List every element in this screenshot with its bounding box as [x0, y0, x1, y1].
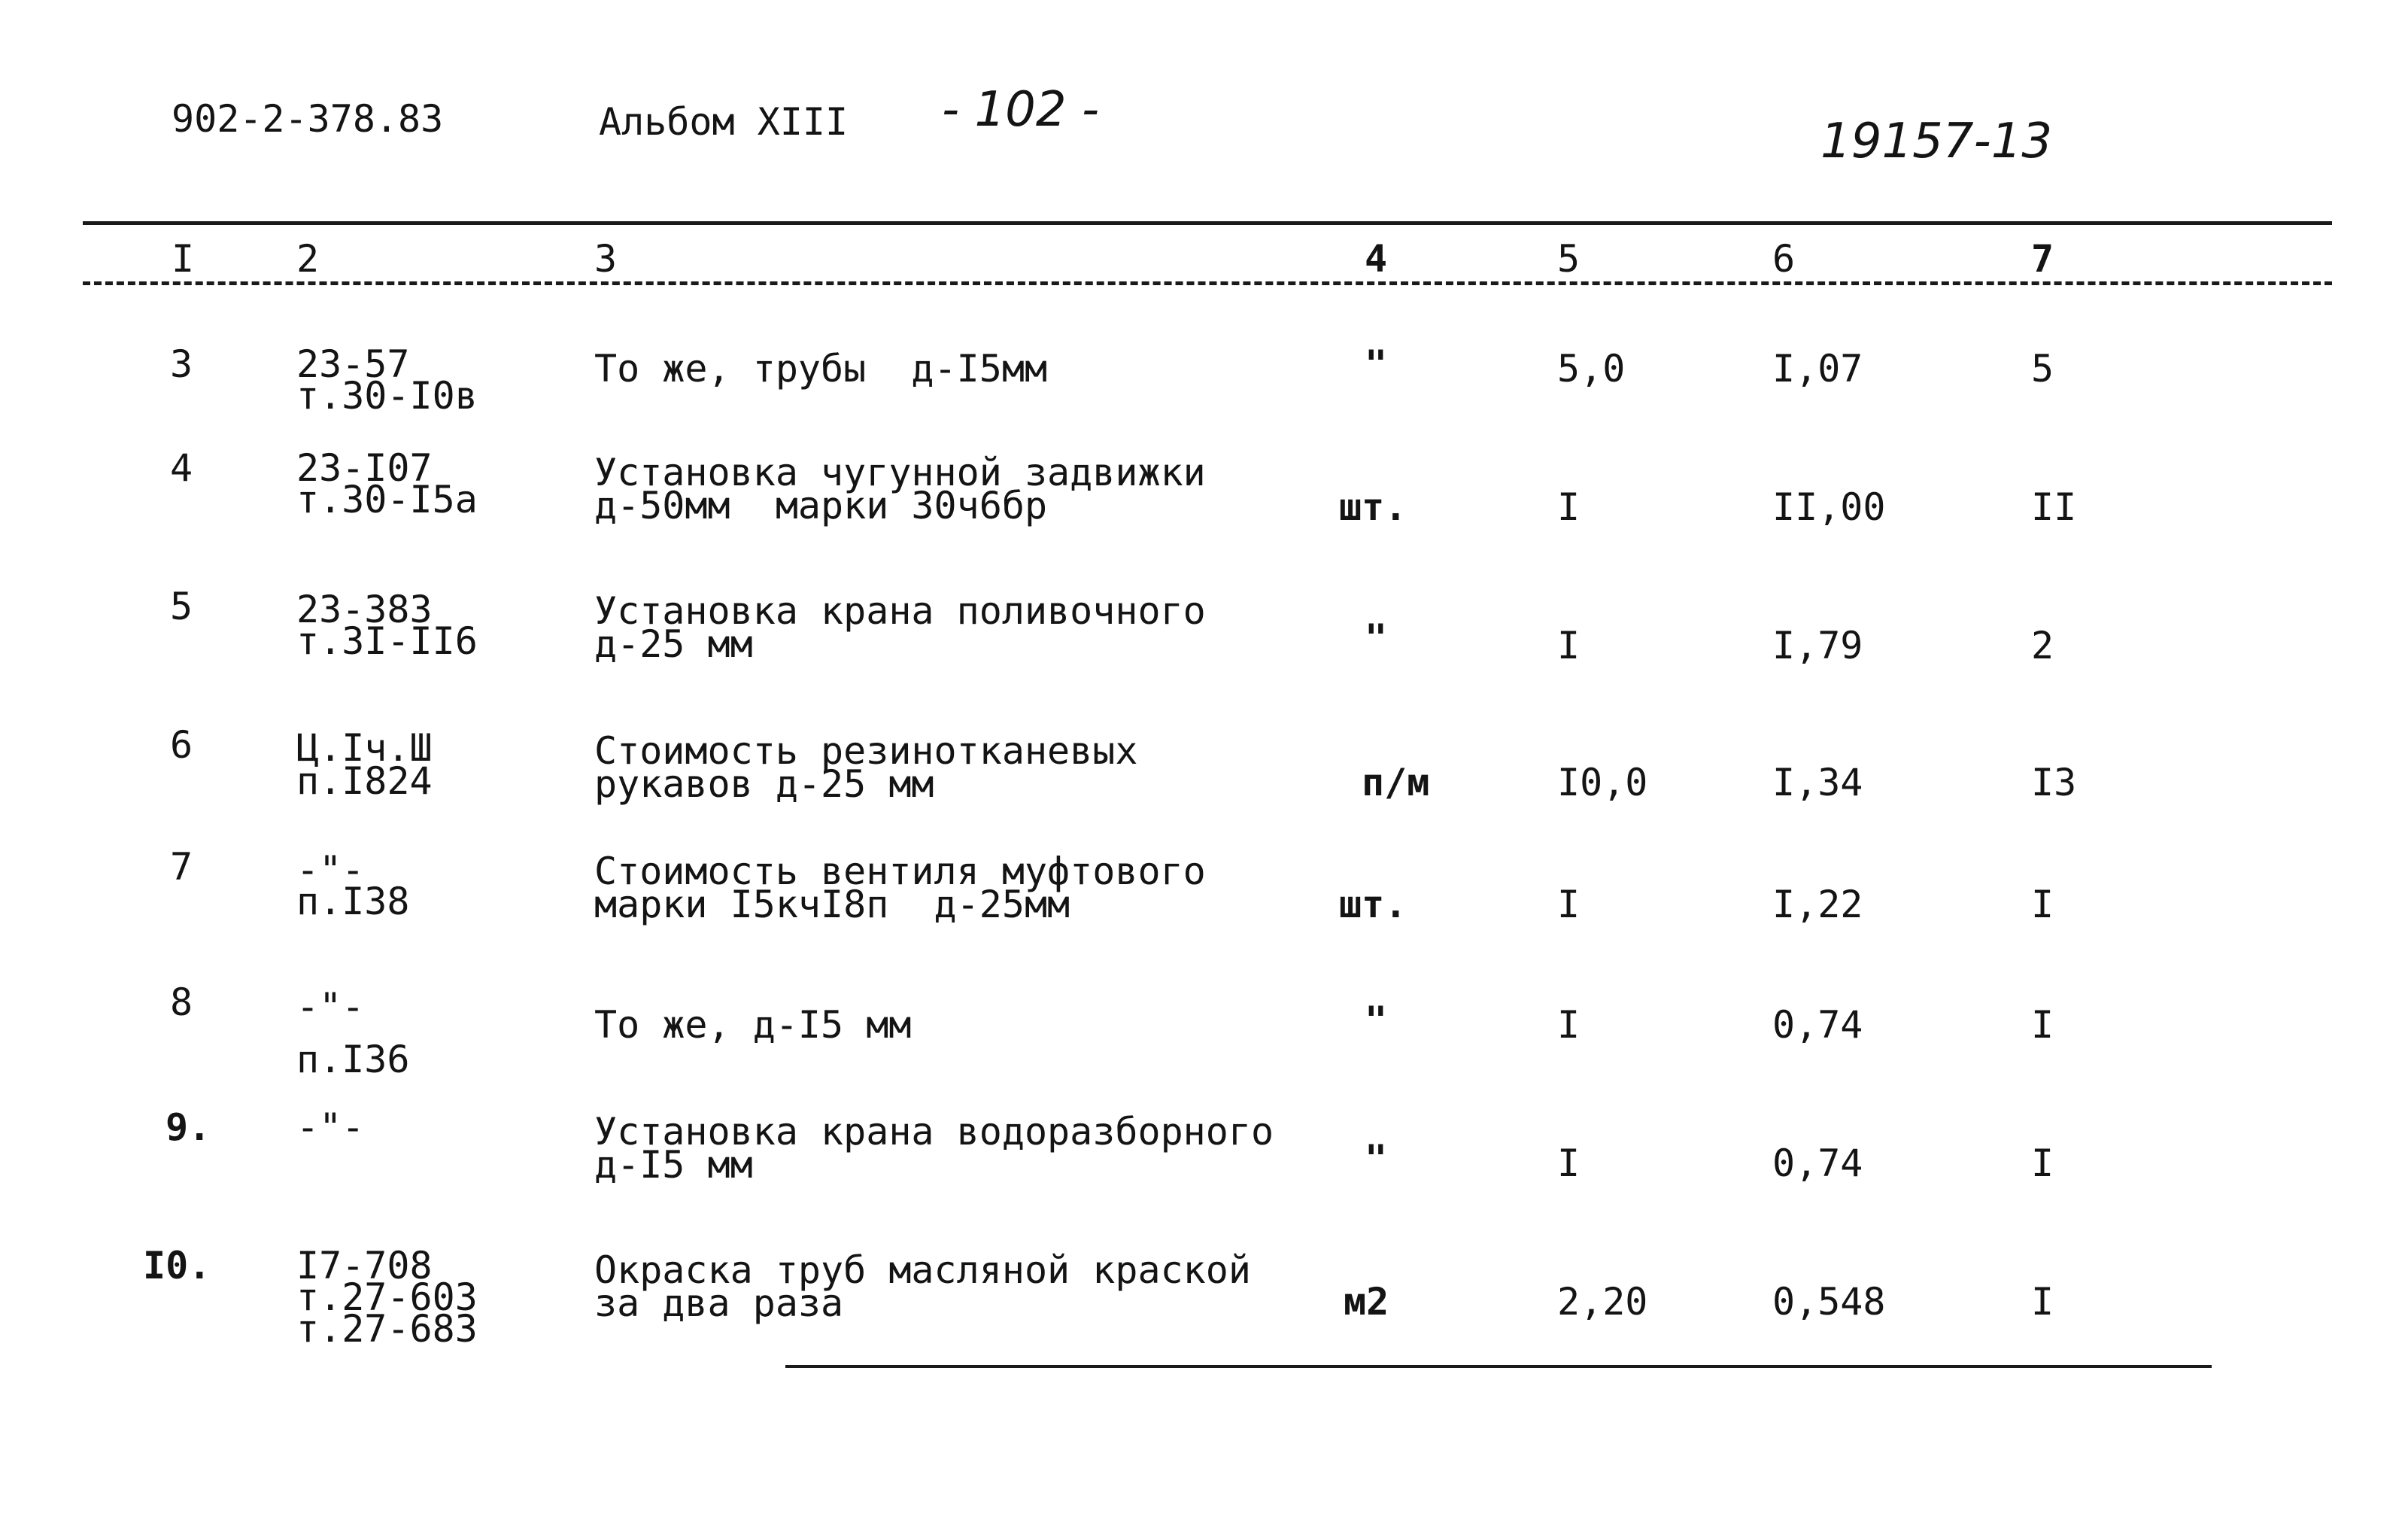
row-unit: шт.	[1339, 883, 1407, 926]
row-quantity: I	[1557, 624, 1581, 667]
row-price: I,22	[1772, 883, 1863, 926]
row-total: I	[2031, 883, 2054, 926]
row-quantity: I	[1557, 1141, 1581, 1185]
row-code: п.I36	[296, 1038, 410, 1081]
row-number: 7	[170, 845, 193, 889]
row-number: 4	[170, 446, 193, 490]
row-total: 5	[2031, 347, 2054, 391]
row-description: марки I5кчI8п д-25мм	[594, 883, 1070, 926]
row-total: I	[2031, 1141, 2054, 1185]
row-description: Окраска труб масляной краской	[594, 1248, 1251, 1292]
row-description: Установка чугунной задвижки	[594, 451, 1206, 494]
row-description: Стоимость резинотканевых	[594, 729, 1138, 773]
row-quantity: I	[1557, 1003, 1581, 1047]
row-price: 0,548	[1772, 1280, 1886, 1324]
row-number: 8	[170, 980, 193, 1024]
column-header: 6	[1772, 237, 1796, 281]
row-code: т.30-I5а	[296, 478, 478, 521]
row-code: -"-	[296, 848, 365, 892]
row-price: 0,74	[1772, 1141, 1863, 1185]
row-number: I0.	[143, 1244, 211, 1287]
column-header: 5	[1557, 237, 1581, 281]
row-code: -"-	[296, 1105, 365, 1149]
row-code: п.I38	[296, 880, 410, 923]
row-unit: "	[1365, 1137, 1388, 1181]
row-number: 6	[170, 723, 193, 767]
row-total: I3	[2031, 761, 2077, 804]
sheet-number: 19157-13	[1820, 114, 2053, 169]
column-header: 4	[1365, 237, 1388, 281]
row-code: Ц.Iч.Ш	[296, 726, 433, 770]
table-bottom-rule	[785, 1365, 2212, 1368]
row-price: I,79	[1772, 624, 1863, 667]
row-price: I,07	[1772, 347, 1863, 391]
row-quantity: I	[1557, 883, 1581, 926]
row-quantity: 2,20	[1557, 1280, 1648, 1324]
row-total: 2	[2031, 624, 2054, 667]
row-code: -"-	[296, 985, 365, 1029]
row-code: 23-57	[296, 342, 410, 386]
column-header: 2	[296, 237, 320, 281]
row-description: То же, трубы д-I5мм	[594, 347, 1048, 391]
row-quantity: I	[1557, 485, 1581, 529]
row-description: То же, д-I5 мм	[594, 1003, 912, 1047]
row-total: I	[2031, 1280, 2054, 1324]
row-price: 0,74	[1772, 1003, 1863, 1047]
row-code: 23-I07	[296, 446, 433, 490]
row-description: за два раза	[594, 1281, 844, 1325]
row-quantity: 5,0	[1557, 347, 1626, 391]
row-code: т.27-603	[296, 1275, 478, 1319]
row-code: п.I824	[296, 759, 433, 803]
table-header-rule	[83, 281, 2332, 285]
page-number: - 102 -	[942, 82, 1100, 138]
row-unit: "	[1365, 616, 1388, 660]
row-description: д-I5 мм	[594, 1143, 753, 1187]
row-description: Стоимость вентиля муфтового	[594, 850, 1206, 893]
row-number: 5	[170, 585, 193, 628]
row-total: II	[2031, 485, 2077, 529]
row-total: I	[2031, 1003, 2054, 1047]
row-code: т.30-I0в	[296, 374, 478, 418]
row-description: д-50мм марки 30ч6бр	[594, 484, 1048, 527]
row-number: 3	[170, 342, 193, 386]
row-unit: м2	[1344, 1280, 1389, 1324]
row-unit: "	[1365, 999, 1388, 1042]
row-price: I,34	[1772, 761, 1863, 804]
row-code: т.3I-II6	[296, 619, 478, 663]
row-description: рукавов д-25 мм	[594, 762, 934, 806]
row-unit: п/м	[1362, 761, 1430, 804]
row-code: 23-383	[296, 588, 433, 631]
album-label: Альбом XIII	[599, 100, 849, 144]
row-unit: "	[1365, 342, 1388, 386]
table-top-rule	[83, 221, 2332, 225]
document-code: 902-2-378.83	[172, 97, 444, 141]
row-description: Установка крана поливочного	[594, 589, 1206, 633]
row-quantity: I0,0	[1557, 761, 1648, 804]
row-unit: шт.	[1339, 485, 1407, 529]
row-description: Установка крана водоразборного	[594, 1110, 1274, 1154]
row-price: II,00	[1772, 485, 1886, 529]
row-code: I7-708	[296, 1244, 433, 1287]
column-header: I	[172, 237, 195, 281]
row-code: т.27-683	[296, 1307, 478, 1351]
row-description: д-25 мм	[594, 622, 753, 666]
column-header: 3	[594, 237, 618, 281]
column-header: 7	[2031, 237, 2054, 281]
row-number: 9.	[165, 1105, 211, 1149]
